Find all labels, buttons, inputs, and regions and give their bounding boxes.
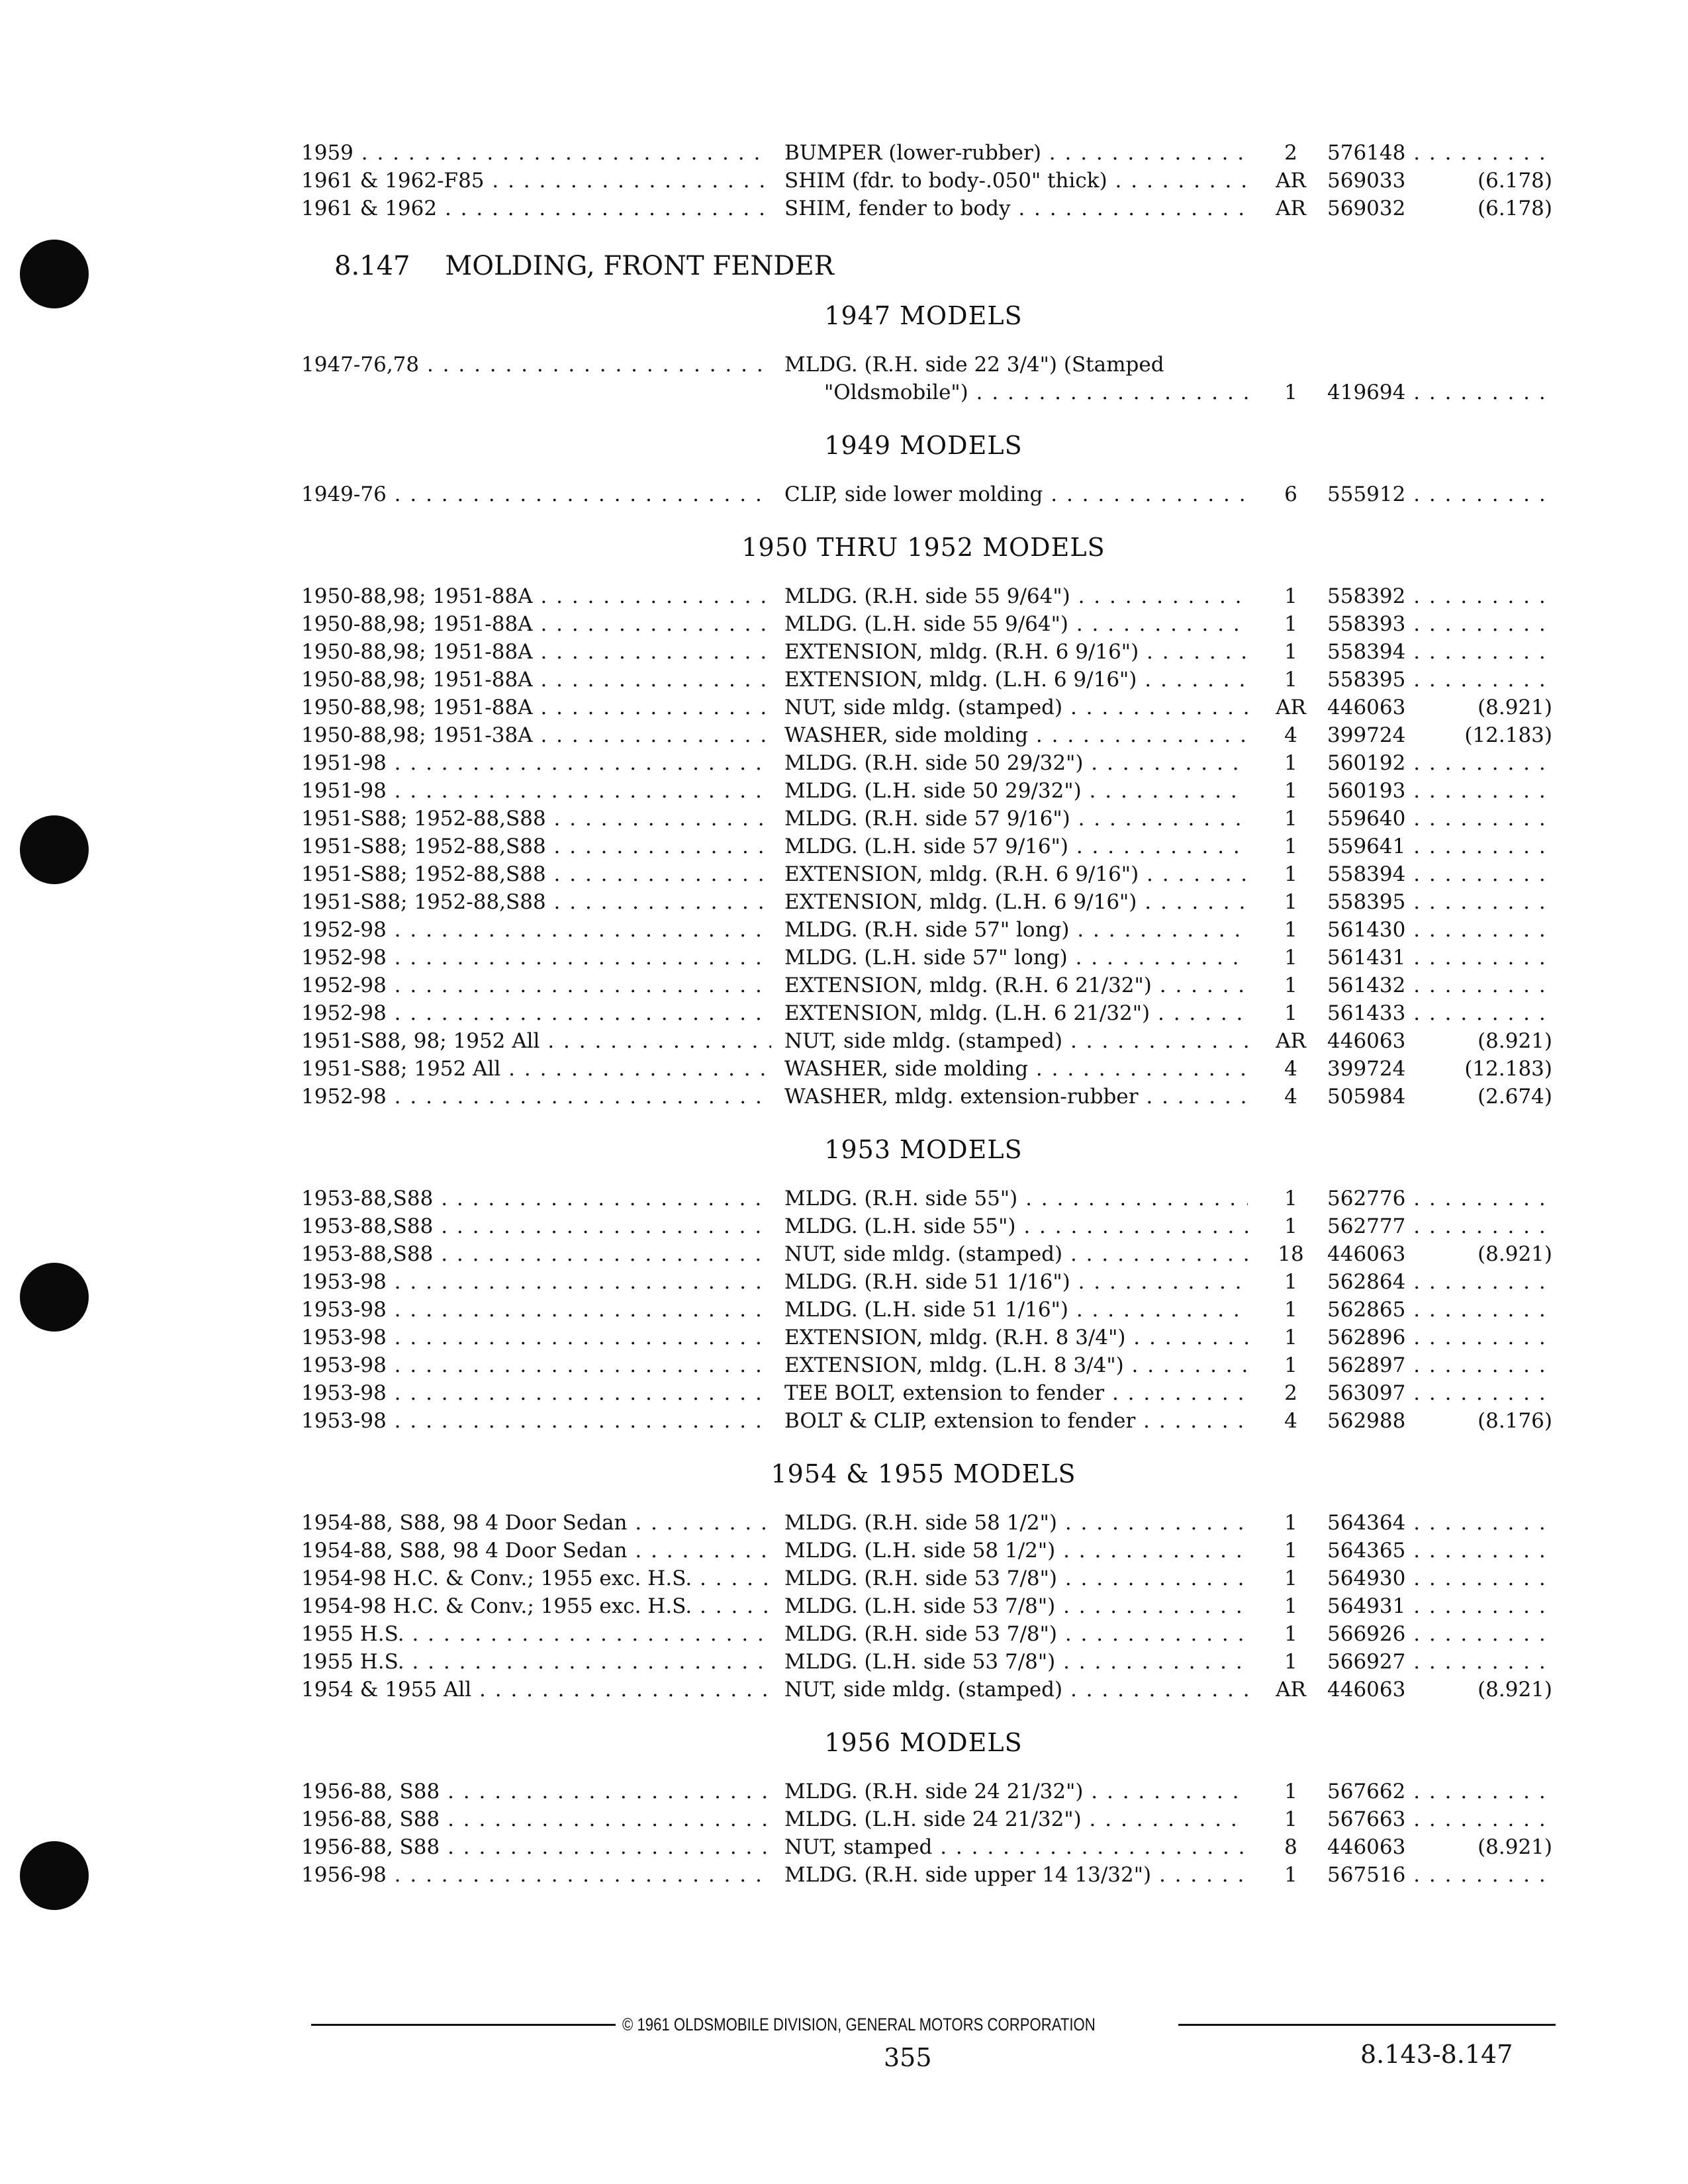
- description-cell: NUT, side mldg. (stamped) . . .: [784, 1676, 1248, 1704]
- quantity-cell: 2: [1284, 141, 1297, 165]
- part-number: 562776 . . .: [1327, 1187, 1552, 1210]
- model-cell: 1952-98 . . .: [301, 1083, 771, 1111]
- part-number: 559640 . . .: [1327, 807, 1552, 831]
- description-cell: EXTENSION, mldg. (R.H. 6 21/32") . . .: [784, 972, 1248, 999]
- description-cell: MLDG. (R.H. side 24 21/32") . . .: [784, 1778, 1248, 1805]
- description-cell: WASHER, mldg. extension-rubber . . .: [784, 1083, 1248, 1111]
- part-number-cell: [1327, 1055, 1552, 1083]
- part-number-cell: [1327, 1509, 1552, 1537]
- model-cell: 1950-88,98; 1951-38A . . .: [301, 721, 771, 749]
- model-groups: [301, 299, 1552, 1889]
- part-number: 558393 . . .: [1327, 612, 1552, 636]
- quantity-cell: 1: [1284, 946, 1297, 970]
- binder-hole: [20, 1841, 89, 1910]
- part-number: 505984: [1327, 1085, 1406, 1109]
- group-reference: (6.178): [1477, 169, 1552, 193]
- quantity-cell: 1: [1284, 1214, 1297, 1238]
- description-cell: MLDG. (R.H. side 53 7/8") . . .: [784, 1620, 1248, 1648]
- part-row: [301, 1537, 1546, 1565]
- part-number-cell: [1327, 610, 1552, 638]
- part-row: [301, 999, 1546, 1027]
- part-number-cell: [1327, 860, 1552, 888]
- model-cell: 1953-98 . . .: [301, 1324, 771, 1351]
- part-number: 566926 . . .: [1327, 1622, 1552, 1646]
- group-reference: (2.674): [1477, 1085, 1552, 1109]
- model-cell: 1959 . . .: [301, 139, 771, 167]
- group-reference: (12.183): [1464, 1057, 1552, 1081]
- model-group-heading: 1949 MODELS: [824, 431, 1023, 460]
- part-number: 555912 . . .: [1327, 482, 1552, 506]
- part-number-cell: [1327, 694, 1552, 721]
- quantity-cell: 1: [1284, 584, 1297, 608]
- part-number-cell: [1327, 1351, 1552, 1379]
- quantity-cell: 6: [1284, 482, 1297, 506]
- model-cell: 1950-88,98; 1951-88A . . .: [301, 638, 771, 666]
- quantity-cell: 1: [1284, 1187, 1297, 1210]
- model-group-heading: 1950 THRU 1952 MODELS: [741, 533, 1105, 562]
- part-row: [301, 944, 1546, 972]
- footer-rule-left: [311, 2024, 616, 2026]
- part-row: [301, 749, 1546, 777]
- model-cell: 1954-98 H.C. & Conv.; 1955 exc. H.S. . . .: [301, 1565, 771, 1592]
- part-row: [301, 1676, 1552, 1704]
- model-cell: 1950-88,98; 1951-88A . . .: [301, 610, 771, 638]
- quantity-cell: AR: [1276, 197, 1306, 220]
- part-number-cell: [1327, 1833, 1552, 1861]
- quantity-cell: 1: [1284, 1511, 1297, 1535]
- quantity-cell: 8: [1284, 1835, 1297, 1859]
- group-reference: (8.921): [1477, 1835, 1552, 1859]
- model-cell: 1952-98 . . .: [301, 944, 771, 972]
- part-row: [301, 888, 1546, 916]
- model-cell: 1951-S88; 1952-88,S88 . . .: [301, 860, 771, 888]
- part-number: 562777 . . .: [1327, 1214, 1552, 1238]
- part-number: 562865 . . .: [1327, 1298, 1552, 1322]
- group-reference: (12.183): [1464, 723, 1552, 747]
- part-number-cell: [1327, 1240, 1552, 1268]
- part-number-cell: [1327, 1537, 1552, 1565]
- description-cell: MLDG. (L.H. side 53 7/8") . . .: [784, 1592, 1248, 1620]
- part-number-cell: [1327, 1620, 1552, 1648]
- part-number: 561432 . . .: [1327, 974, 1552, 997]
- part-number-cell: [1327, 167, 1552, 195]
- part-number-cell: [1327, 1083, 1552, 1111]
- binder-hole: [20, 240, 89, 308]
- model-cell: 1953-98 . . .: [301, 1268, 771, 1296]
- model-cell: 1961 & 1962-F85 . . .: [301, 167, 771, 195]
- part-number: 559641 . . .: [1327, 835, 1552, 858]
- footer-rule-right: [1178, 2024, 1556, 2026]
- part-number: 561433 . . .: [1327, 1001, 1552, 1025]
- part-number: 446063: [1327, 696, 1406, 719]
- part-number: 558392 . . .: [1327, 584, 1552, 608]
- description-cell: MLDG. (L.H. side 50 29/32") . . .: [784, 777, 1248, 805]
- part-number-cell: [1327, 1185, 1552, 1212]
- group-reference: (8.176): [1477, 1409, 1552, 1433]
- quantity-cell: 1: [1284, 974, 1297, 997]
- model-cell: 1950-88,98; 1951-88A . . .: [301, 582, 771, 610]
- model-cell: 1961 & 1962 . . .: [301, 195, 771, 222]
- part-number-cell: [1327, 1379, 1552, 1407]
- page-number: 355: [884, 2043, 932, 2072]
- part-row: [301, 1268, 1546, 1296]
- quantity-cell: 4: [1284, 1057, 1297, 1081]
- quantity-cell: 1: [1284, 1863, 1297, 1887]
- model-cell: 1953-98 . . .: [301, 1407, 771, 1435]
- model-cell: 1951-S88, 98; 1952 All . . .: [301, 1027, 771, 1055]
- part-number: 558394 . . .: [1327, 640, 1552, 664]
- description-cell: NUT, side mldg. (stamped) . . .: [784, 694, 1248, 721]
- binder-hole: [20, 815, 89, 884]
- model-cell: 1953-98 . . .: [301, 1379, 771, 1407]
- part-number: 567662 . . .: [1327, 1780, 1552, 1803]
- quantity-cell: 1: [1284, 1780, 1297, 1803]
- section-heading: [334, 249, 1546, 283]
- quantity-cell: 1: [1284, 1567, 1297, 1590]
- quantity-cell: 1: [1284, 1539, 1297, 1563]
- description-cell: MLDG. (L.H. side 55") . . .: [784, 1212, 1248, 1240]
- part-number-cell: [1327, 1212, 1552, 1240]
- part-number-cell: [1327, 1027, 1552, 1055]
- model-cell: 1954-98 H.C. & Conv.; 1955 exc. H.S. . . .: [301, 1592, 771, 1620]
- part-row: [301, 1565, 1546, 1592]
- model-cell: 1947-76,78 . . .: [301, 351, 771, 379]
- part-number-cell: [1327, 944, 1552, 972]
- quantity-cell: 1: [1284, 835, 1297, 858]
- part-row: [301, 1240, 1552, 1268]
- quantity-cell: 1: [1284, 890, 1297, 914]
- group-reference: (6.178): [1477, 197, 1552, 220]
- part-row: [301, 833, 1546, 860]
- description-cell: MLDG. (L.H. side 55 9/64") . . .: [784, 610, 1248, 638]
- description-cell: BUMPER (lower-rubber) . . .: [784, 139, 1248, 167]
- description-cell: MLDG. (L.H. side 24 21/32") . . .: [784, 1805, 1248, 1833]
- part-row: [301, 1055, 1552, 1083]
- quantity-cell: 1: [1284, 1326, 1297, 1349]
- part-number-cell: [1327, 1805, 1552, 1833]
- description-cell: NUT, side mldg. (stamped) . . .: [784, 1027, 1248, 1055]
- parts-listing: [301, 139, 1552, 1889]
- quantity-cell: 1: [1284, 807, 1297, 831]
- part-number-cell: [1327, 777, 1552, 805]
- part-row: [301, 1185, 1546, 1212]
- part-number: 399724: [1327, 1057, 1406, 1081]
- quantity-cell: 1: [1284, 612, 1297, 636]
- description-cell: MLDG. (L.H. side 53 7/8") . . .: [784, 1648, 1248, 1676]
- part-number-cell: [1327, 916, 1552, 944]
- quantity-cell: 1: [1284, 1650, 1297, 1674]
- model-cell: 1951-S88; 1952 All . . .: [301, 1055, 771, 1083]
- group-reference: (8.921): [1477, 696, 1552, 719]
- model-cell: 1952-98 . . .: [301, 972, 771, 999]
- quantity-cell: 2: [1284, 1381, 1297, 1405]
- part-row: [301, 1620, 1546, 1648]
- part-number: 566927 . . .: [1327, 1650, 1552, 1674]
- model-cell: 1954 & 1955 All . . .: [301, 1676, 771, 1704]
- model-cell: 1950-88,98; 1951-88A . . .: [301, 694, 771, 721]
- part-number-cell: [1327, 638, 1552, 666]
- model-cell: 1949-76 . . .: [301, 480, 771, 508]
- quantity-cell: AR: [1276, 1029, 1306, 1053]
- group-reference: (8.921): [1477, 1242, 1552, 1266]
- model-cell: 1956-88, S88 . . .: [301, 1778, 771, 1805]
- model-cell: 1953-98 . . .: [301, 1351, 771, 1379]
- part-row: [301, 1833, 1552, 1861]
- model-cell: 1954-88, S88, 98 4 Door Sedan . . .: [301, 1509, 771, 1537]
- binder-hole: [20, 1263, 89, 1332]
- part-row: [301, 351, 1546, 406]
- part-row: [301, 1351, 1546, 1379]
- description-cell: EXTENSION, mldg. (L.H. 6 21/32") . . .: [784, 999, 1248, 1027]
- part-number-cell: [1327, 480, 1552, 508]
- description-cell: WASHER, side molding . . .: [784, 721, 1248, 749]
- model-cell: 1951-98 . . .: [301, 749, 771, 777]
- part-row: [301, 1778, 1546, 1805]
- description-cell: MLDG. (L.H. side 57 9/16") . . .: [784, 833, 1248, 860]
- model-cell: 1951-S88; 1952-88,S88 . . .: [301, 888, 771, 916]
- quantity-cell: AR: [1276, 696, 1306, 719]
- part-number: 560193 . . .: [1327, 779, 1552, 803]
- description-cell: NUT, side mldg. (stamped) . . .: [784, 1240, 1248, 1268]
- description-cell: BOLT & CLIP, extension to fender . . .: [784, 1407, 1248, 1435]
- model-cell: 1955 H.S. . . .: [301, 1648, 771, 1676]
- description-cell: EXTENSION, mldg. (R.H. 8 3/4") . . .: [784, 1324, 1248, 1351]
- part-number-cell: [1327, 379, 1552, 406]
- part-number-cell: [1327, 833, 1552, 860]
- model-group-heading: 1947 MODELS: [824, 301, 1023, 330]
- footer: [311, 2012, 1556, 2038]
- model-cell: 1953-98 . . .: [301, 1296, 771, 1324]
- part-row: [301, 721, 1552, 749]
- part-number-cell: [1327, 1861, 1552, 1889]
- part-row: [301, 1805, 1546, 1833]
- part-row: [301, 1324, 1546, 1351]
- part-number-cell: [1327, 805, 1552, 833]
- part-row: [301, 139, 1546, 167]
- description-cell: EXTENSION, mldg. (L.H. 6 9/16") . . .: [784, 888, 1248, 916]
- part-row: [301, 1592, 1546, 1620]
- part-number-cell: [1327, 1324, 1552, 1351]
- quantity-cell: 1: [1284, 779, 1297, 803]
- part-number-cell: [1327, 1565, 1552, 1592]
- quantity-cell: 18: [1278, 1242, 1304, 1266]
- part-number: 569033: [1327, 169, 1406, 193]
- model-cell: 1952-98 . . .: [301, 999, 771, 1027]
- description-cell: MLDG. (R.H. side 57" long) . . .: [784, 916, 1248, 944]
- description-continued: "Oldsmobile") . . .: [824, 379, 1248, 406]
- quantity-cell: 1: [1284, 1353, 1297, 1377]
- part-number: 564931 . . .: [1327, 1594, 1552, 1618]
- part-number: 562897 . . .: [1327, 1353, 1552, 1377]
- part-number: 561430 . . .: [1327, 918, 1552, 942]
- quantity-cell: 1: [1284, 1001, 1297, 1025]
- part-row: [301, 610, 1546, 638]
- quantity-cell: AR: [1276, 1678, 1306, 1702]
- part-row: [301, 1027, 1552, 1055]
- part-row: [301, 638, 1546, 666]
- quantity-cell: 4: [1284, 1409, 1297, 1433]
- part-row: [301, 1379, 1546, 1407]
- description-cell: MLDG. (L.H. side 57" long) . . .: [784, 944, 1248, 972]
- description-cell: MLDG. (R.H. side 22 3/4") (Stamped: [784, 353, 1164, 377]
- part-number: 558395 . . .: [1327, 668, 1552, 692]
- part-number-cell: [1327, 999, 1552, 1027]
- part-row: [301, 1212, 1546, 1240]
- model-cell: 1953-88,S88 . . .: [301, 1240, 771, 1268]
- part-number: 562988: [1327, 1409, 1406, 1433]
- part-number-cell: [1327, 1268, 1552, 1296]
- part-row: [301, 805, 1546, 833]
- description-cell: MLDG. (R.H. side 51 1/16") . . .: [784, 1268, 1248, 1296]
- group-reference: (8.921): [1477, 1029, 1552, 1053]
- description-cell: TEE BOLT, extension to fender . . .: [784, 1379, 1248, 1407]
- part-row: [301, 972, 1546, 999]
- continued-rows: [301, 139, 1552, 222]
- part-number: 446063: [1327, 1678, 1406, 1702]
- part-number-cell: [1327, 195, 1552, 222]
- part-number-cell: [1327, 749, 1552, 777]
- model-cell: 1953-88,S88 . . .: [301, 1212, 771, 1240]
- description-cell: MLDG. (R.H. side 58 1/2") . . .: [784, 1509, 1248, 1537]
- model-cell: 1952-98 . . .: [301, 916, 771, 944]
- part-number: 558395 . . .: [1327, 890, 1552, 914]
- quantity-cell: 1: [1284, 1298, 1297, 1322]
- model-group-heading: 1954 & 1955 MODELS: [771, 1459, 1076, 1488]
- part-number-cell: [1327, 139, 1552, 167]
- description-cell: MLDG. (R.H. side upper 14 13/32") . . .: [784, 1861, 1248, 1889]
- part-number: 561431 . . .: [1327, 946, 1552, 970]
- part-number: 446063: [1327, 1029, 1406, 1053]
- part-number: 562896 . . .: [1327, 1326, 1552, 1349]
- part-number-cell: [1327, 666, 1552, 694]
- copyright-notice: © 1961 OLDSMOBILE DIVISION, GENERAL MOTORS CORPORATION: [622, 2015, 1096, 2034]
- quantity-cell: 1: [1284, 751, 1297, 775]
- part-number: 569032: [1327, 197, 1406, 220]
- model-cell: 1954-88, S88, 98 4 Door Sedan . . .: [301, 1537, 771, 1565]
- part-row: [301, 167, 1552, 195]
- model-cell: 1956-98 . . .: [301, 1861, 771, 1889]
- group-reference: (8.921): [1477, 1678, 1552, 1702]
- model-cell: 1956-88, S88 . . .: [301, 1805, 771, 1833]
- description-cell: MLDG. (R.H. side 50 29/32") . . .: [784, 749, 1248, 777]
- part-number: 399724: [1327, 723, 1406, 747]
- part-number: 562864 . . .: [1327, 1270, 1552, 1294]
- part-row: [301, 1509, 1546, 1537]
- quantity-cell: 1: [1284, 1622, 1297, 1646]
- model-group-heading: 1956 MODELS: [824, 1728, 1023, 1757]
- part-row: [301, 916, 1546, 944]
- quantity-cell: 1: [1284, 862, 1297, 886]
- section-title: MOLDING, FRONT FENDER: [445, 251, 834, 281]
- quantity-cell: 4: [1284, 723, 1297, 747]
- part-row: [301, 480, 1546, 508]
- part-number: 446063: [1327, 1835, 1406, 1859]
- part-number: 564365 . . .: [1327, 1539, 1552, 1563]
- part-number-cell: [1327, 721, 1552, 749]
- part-number-cell: [1327, 1676, 1552, 1704]
- quantity-cell: 1: [1284, 668, 1297, 692]
- part-number: 576148 . . .: [1327, 141, 1552, 165]
- part-number-cell: [1327, 1648, 1552, 1676]
- quantity-cell: 1: [1284, 381, 1297, 404]
- quantity-cell: AR: [1276, 169, 1306, 193]
- part-number: 560192 . . .: [1327, 751, 1552, 775]
- description-cell: EXTENSION, mldg. (L.H. 8 3/4") . . .: [784, 1351, 1248, 1379]
- part-number-cell: [1327, 972, 1552, 999]
- description-cell: EXTENSION, mldg. (R.H. 6 9/16") . . .: [784, 638, 1248, 666]
- description-cell: SHIM (fdr. to body-.050" thick) . . .: [784, 167, 1248, 195]
- part-number-cell: [1327, 1296, 1552, 1324]
- model-cell: 1950-88,98; 1951-88A . . .: [301, 666, 771, 694]
- description-cell: MLDG. (R.H. side 57 9/16") . . .: [784, 805, 1248, 833]
- description-cell: CLIP, side lower molding . . .: [784, 480, 1248, 508]
- part-row: [301, 1648, 1546, 1676]
- description-cell: NUT, stamped . . .: [784, 1833, 1248, 1861]
- part-number-cell: [1327, 1592, 1552, 1620]
- part-number-cell: [1327, 888, 1552, 916]
- part-number: 567516 . . .: [1327, 1863, 1552, 1887]
- description-cell: MLDG. (R.H. side 53 7/8") . . .: [784, 1565, 1248, 1592]
- description-cell: MLDG. (R.H. side 55") . . .: [784, 1185, 1248, 1212]
- part-row: [301, 195, 1552, 222]
- part-number: 564930 . . .: [1327, 1567, 1552, 1590]
- model-cell: 1951-S88; 1952-88,S88 . . .: [301, 805, 771, 833]
- model-cell: 1953-88,S88 . . .: [301, 1185, 771, 1212]
- description-cell: MLDG. (L.H. side 58 1/2") . . .: [784, 1537, 1248, 1565]
- quantity-cell: 4: [1284, 1085, 1297, 1109]
- model-cell: 1951-S88; 1952-88,S88 . . .: [301, 833, 771, 860]
- description-cell: MLDG. (L.H. side 51 1/16") . . .: [784, 1296, 1248, 1324]
- model-group-heading: 1953 MODELS: [824, 1135, 1023, 1164]
- part-number-cell: [1327, 582, 1552, 610]
- part-number: 446063: [1327, 1242, 1406, 1266]
- part-number: 558394 . . .: [1327, 862, 1552, 886]
- part-number: 419694 . . .: [1327, 381, 1552, 404]
- part-number-cell: [1327, 1407, 1552, 1435]
- quantity-cell: 1: [1284, 640, 1297, 664]
- description-cell: SHIM, fender to body . . .: [784, 195, 1248, 222]
- part-number-cell: [1327, 1778, 1552, 1805]
- part-row: [301, 694, 1552, 721]
- section-range: 8.143-8.147: [1360, 2040, 1513, 2069]
- part-row: [301, 582, 1546, 610]
- part-row: [301, 1861, 1546, 1889]
- model-cell: 1956-88, S88 . . .: [301, 1833, 771, 1861]
- model-cell: 1951-98 . . .: [301, 777, 771, 805]
- part-number: 567663 . . .: [1327, 1807, 1552, 1831]
- part-row: [301, 860, 1546, 888]
- description-cell: EXTENSION, mldg. (R.H. 6 9/16") . . .: [784, 860, 1248, 888]
- part-row: [301, 1083, 1552, 1111]
- quantity-cell: 1: [1284, 1594, 1297, 1618]
- part-number: 564364 . . .: [1327, 1511, 1552, 1535]
- quantity-cell: 1: [1284, 1270, 1297, 1294]
- quantity-cell: 1: [1284, 1807, 1297, 1831]
- description-cell: EXTENSION, mldg. (L.H. 6 9/16") . . .: [784, 666, 1248, 694]
- part-row: [301, 777, 1546, 805]
- description-cell: MLDG. (R.H. side 55 9/64") . . .: [784, 582, 1248, 610]
- part-row: [301, 666, 1546, 694]
- description-cell: WASHER, side molding . . .: [784, 1055, 1248, 1083]
- quantity-cell: 1: [1284, 918, 1297, 942]
- model-cell: 1955 H.S. . . .: [301, 1620, 771, 1648]
- part-row: [301, 1296, 1546, 1324]
- part-number: 563097 . . .: [1327, 1381, 1552, 1405]
- part-row: [301, 1407, 1552, 1435]
- section-number: 8.147: [334, 251, 410, 281]
